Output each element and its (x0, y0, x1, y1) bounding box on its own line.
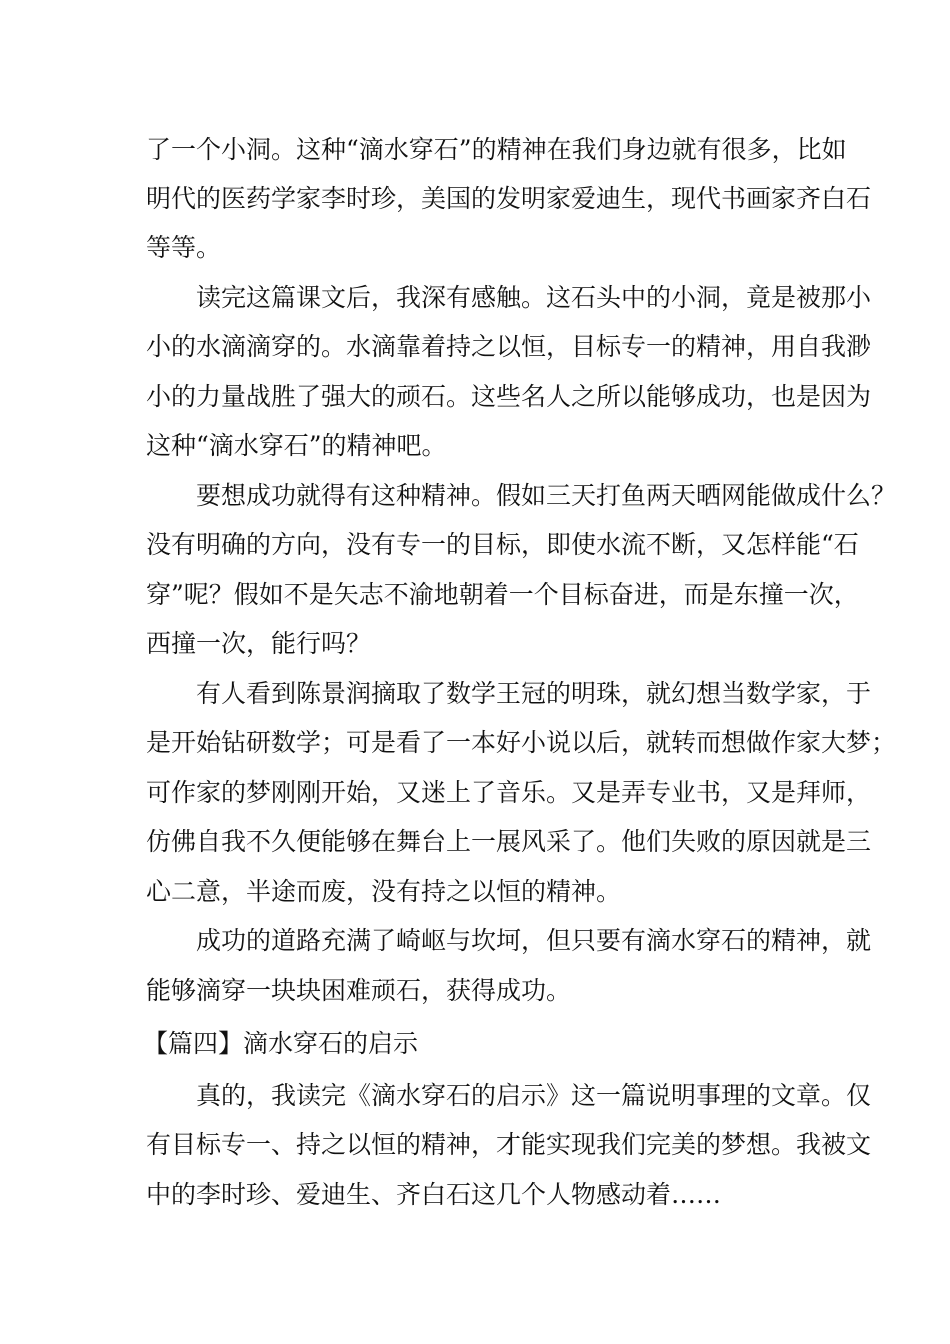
text-line: 等等。 (146, 233, 222, 262)
text-line: 明代的医药学家李时珍，美国的发明家爱迪生，现代书画家齐白石 (146, 184, 872, 213)
paragraph-first-line: 要想成功就得有这种精神。假如三天打鱼两天晒网能做成什么？ (196, 481, 897, 510)
text-line: 了一个小洞。这种“滴水穿石”的精神在我们身边就有很多，比如 (146, 135, 847, 164)
section-heading: 【篇四】滴水穿石的启示 (143, 1029, 419, 1058)
text-line: 是开始钻研数学；可是看了一本好小说以后，就转而想做作家大梦； (146, 728, 897, 757)
paragraph-first-line: 成功的道路充满了崎岖与坎坷，但只要有滴水穿石的精神，就 (196, 926, 872, 955)
paragraph-first-line: 真的，我读完《滴水穿石的启示》这一篇说明事理的文章。仅 (196, 1081, 872, 1110)
text-line: 可作家的梦刚刚开始，又迷上了音乐。又是弄专业书，又是拜师， (146, 778, 872, 807)
text-line: 心二意，半途而废，没有持之以恒的精神。 (146, 877, 622, 906)
text-line: 能够滴穿一块块困难顽石，获得成功。 (146, 976, 572, 1005)
paragraph-first-line: 有人看到陈景润摘取了数学王冠的明珠，就幻想当数学家，于 (196, 679, 872, 708)
text-line: 中的李时珍、爱迪生、齐白石这几个人物感动着…… (146, 1180, 722, 1209)
text-line: 西撞一次，能行吗？ (146, 629, 372, 658)
text-line: 小的力量战胜了强大的顽石。这些名人之所以能够成功，也是因为 (146, 382, 872, 411)
text-line: 有目标专一、持之以恒的精神，才能实现我们完美的梦想。我被文 (146, 1130, 872, 1159)
paragraph-first-line: 读完这篇课文后，我深有感触。这石头中的小洞，竟是被那小 (196, 283, 872, 312)
text-line: 小的水滴滴穿的。水滴靠着持之以恒，目标专一的精神，用自我渺 (146, 332, 872, 361)
text-line: 没有明确的方向，没有专一的目标，即使水流不断，又怎样能“石 (146, 530, 859, 559)
text-line: 穿”呢？假如不是矢志不渝地朝着一个目标奋进，而是东撞一次， (146, 580, 859, 609)
text-line: 仿佛自我不久便能够在舞台上一展风采了。他们失败的原因就是三 (146, 827, 872, 856)
text-line: 这种“滴水穿石”的精神吧。 (146, 431, 447, 460)
